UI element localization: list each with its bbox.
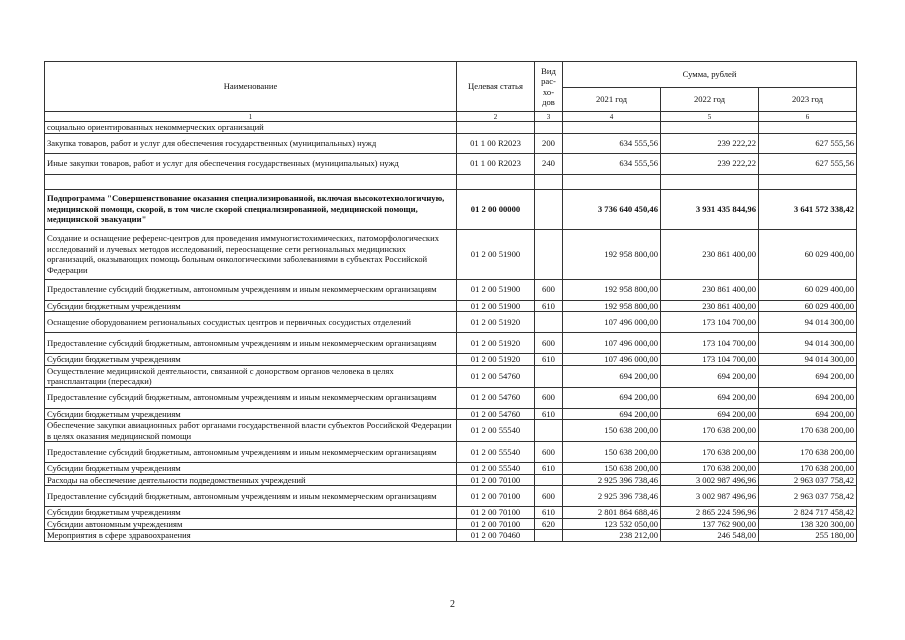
row-sum-2021-cell: 107 496 000,00 <box>563 333 661 354</box>
row-sum-2021-cell: 238 212,00 <box>563 530 661 542</box>
header-expense-kind: Вид рас-хо-дов <box>535 62 563 112</box>
table-row <box>45 442 857 463</box>
table-row <box>45 229 857 279</box>
row-name-cell: Осуществление медицинской деятельности, связанной с донорством органов человека в целях трансплантации (пересадки) <box>45 365 457 387</box>
row-target-code-cell: 01 2 00 51900 <box>457 300 535 312</box>
row-sum-2022-cell: 246 548,00 <box>661 530 759 542</box>
table-row <box>45 365 857 387</box>
row-sum-2021-cell: 694 200,00 <box>563 387 661 408</box>
row-target-code-cell: 01 2 00 55540 <box>457 463 535 475</box>
row-sum-2023-cell: 3 641 572 338,42 <box>759 189 857 229</box>
row-sum-2023-cell: 2 963 037 758,42 <box>759 474 857 486</box>
header-name: Наименование <box>45 62 457 112</box>
row-sum-2022-cell <box>661 174 759 189</box>
table-row <box>45 518 857 530</box>
row-expense-kind-cell: 600 <box>535 486 563 507</box>
page-number: 2 <box>450 599 455 610</box>
row-sum-2021-cell: 3 736 640 450,46 <box>563 189 661 229</box>
row-sum-2023-cell: 627 555,56 <box>759 133 857 153</box>
column-number: 4 <box>563 112 661 122</box>
row-sum-2021-cell: 634 555,56 <box>563 153 661 174</box>
row-target-code-cell: 01 2 00 55540 <box>457 442 535 463</box>
row-name-cell: Предоставление субсидий бюджетным, автономным учреждениям и иным некоммерческим организациям <box>45 333 457 354</box>
row-expense-kind-cell: 600 <box>535 387 563 408</box>
row-target-code-cell: 01 2 00 51920 <box>457 333 535 354</box>
row-name-cell: Предоставление субсидий бюджетным, автономным учреждениям и иным некоммерческим организациям <box>45 279 457 300</box>
column-number: 6 <box>759 112 857 122</box>
row-sum-2021-cell: 694 200,00 <box>563 365 661 387</box>
row-name-cell: Субсидии бюджетным учреждениям <box>45 408 457 420</box>
row-sum-2022-cell: 230 861 400,00 <box>661 229 759 279</box>
row-sum-2022-cell: 170 638 200,00 <box>661 420 759 442</box>
table-row <box>45 507 857 519</box>
row-target-code-cell: 01 2 00 51920 <box>457 312 535 333</box>
row-expense-kind-cell <box>535 312 563 333</box>
column-number: 1 <box>45 112 457 122</box>
row-expense-kind-cell: 610 <box>535 463 563 475</box>
table-row <box>45 279 857 300</box>
row-name-cell: Оснащение оборудованием региональных сосудистых центров и первичных сосудистых отделений <box>45 312 457 333</box>
row-sum-2021-cell: 2 925 396 738,46 <box>563 474 661 486</box>
table-row <box>45 153 857 174</box>
row-sum-2021-cell: 150 638 200,00 <box>563 463 661 475</box>
table-body <box>45 122 857 542</box>
row-sum-2023-cell: 94 014 300,00 <box>759 333 857 354</box>
row-sum-2021-cell: 192 958 800,00 <box>563 300 661 312</box>
table-row <box>45 189 857 229</box>
row-expense-kind-cell <box>535 122 563 134</box>
header-year-2021: 2021 год <box>563 88 661 112</box>
row-sum-2022-cell: 230 861 400,00 <box>661 300 759 312</box>
row-target-code-cell: 01 2 00 54760 <box>457 408 535 420</box>
row-target-code-cell: 01 2 00 51900 <box>457 229 535 279</box>
header-year-2022: 2022 год <box>661 88 759 112</box>
row-sum-2021-cell: 150 638 200,00 <box>563 442 661 463</box>
row-sum-2023-cell: 170 638 200,00 <box>759 420 857 442</box>
row-sum-2021-cell: 2 801 864 688,46 <box>563 507 661 519</box>
row-name-cell: Субсидии автономным учреждениям <box>45 518 457 530</box>
row-expense-kind-cell <box>535 474 563 486</box>
row-name-cell: Мероприятия в сфере здравоохранения <box>45 530 457 542</box>
row-expense-kind-cell: 600 <box>535 442 563 463</box>
row-target-code-cell: 01 1 00 R2023 <box>457 133 535 153</box>
row-sum-2023-cell: 694 200,00 <box>759 387 857 408</box>
row-sum-2023-cell: 255 180,00 <box>759 530 857 542</box>
row-sum-2022-cell: 173 104 700,00 <box>661 312 759 333</box>
row-expense-kind-cell: 610 <box>535 408 563 420</box>
row-target-code-cell: 01 2 00 55540 <box>457 420 535 442</box>
row-sum-2023-cell: 694 200,00 <box>759 365 857 387</box>
row-name-cell: Подпрограмма "Совершенствование оказания специализированной, включая высокотехнологичную, медицинской помощи, скорой, в том числе скорой специализированной, медицинской помощи, медицинской эвакуации" <box>45 189 457 229</box>
row-sum-2023-cell: 138 320 300,00 <box>759 518 857 530</box>
header-year-2023: 2023 год <box>759 88 857 112</box>
row-sum-2022-cell: 173 104 700,00 <box>661 333 759 354</box>
table-row <box>45 463 857 475</box>
row-expense-kind-cell <box>535 530 563 542</box>
row-expense-kind-cell <box>535 420 563 442</box>
row-sum-2021-cell: 107 496 000,00 <box>563 354 661 366</box>
table-row <box>45 420 857 442</box>
row-name-cell: Субсидии бюджетным учреждениям <box>45 354 457 366</box>
row-name-cell: Субсидии бюджетным учреждениям <box>45 300 457 312</box>
row-sum-2023-cell <box>759 174 857 189</box>
row-expense-kind-cell <box>535 189 563 229</box>
row-name-cell: социально ориентированных некоммерческих организаций <box>45 122 457 134</box>
table-row <box>45 408 857 420</box>
row-target-code-cell: 01 2 00 00000 <box>457 189 535 229</box>
row-expense-kind-cell: 240 <box>535 153 563 174</box>
row-expense-kind-cell: 600 <box>535 333 563 354</box>
row-sum-2023-cell: 94 014 300,00 <box>759 312 857 333</box>
row-sum-2021-cell: 694 200,00 <box>563 408 661 420</box>
row-expense-kind-cell: 620 <box>535 518 563 530</box>
row-sum-2021-cell: 2 925 396 738,46 <box>563 486 661 507</box>
row-name-cell <box>45 174 457 189</box>
row-sum-2023-cell: 170 638 200,00 <box>759 442 857 463</box>
row-sum-2022-cell: 3 002 987 496,96 <box>661 486 759 507</box>
row-sum-2022-cell: 173 104 700,00 <box>661 354 759 366</box>
row-name-cell: Предоставление субсидий бюджетным, автономным учреждениям и иным некоммерческим организациям <box>45 442 457 463</box>
row-expense-kind-cell: 610 <box>535 507 563 519</box>
row-target-code-cell: 01 2 00 54760 <box>457 365 535 387</box>
row-target-code-cell <box>457 174 535 189</box>
row-expense-kind-cell <box>535 174 563 189</box>
row-sum-2023-cell: 60 029 400,00 <box>759 279 857 300</box>
row-sum-2022-cell: 239 222,22 <box>661 153 759 174</box>
row-name-cell: Иные закупки товаров, работ и услуг для обеспечения государственных (муниципальных) нужд <box>45 153 457 174</box>
row-sum-2021-cell: 634 555,56 <box>563 133 661 153</box>
row-sum-2022-cell <box>661 122 759 134</box>
row-sum-2022-cell: 239 222,22 <box>661 133 759 153</box>
table-row <box>45 174 857 189</box>
table-row <box>45 133 857 153</box>
row-name-cell: Расходы на обеспечение деятельности подведомственных учреждений <box>45 474 457 486</box>
row-sum-2022-cell: 2 865 224 596,96 <box>661 507 759 519</box>
row-sum-2023-cell: 60 029 400,00 <box>759 229 857 279</box>
row-expense-kind-cell: 200 <box>535 133 563 153</box>
row-target-code-cell: 01 1 00 R2023 <box>457 153 535 174</box>
column-number: 5 <box>661 112 759 122</box>
row-sum-2023-cell: 170 638 200,00 <box>759 463 857 475</box>
header-sum: Сумма, рублей <box>563 62 857 88</box>
table-row <box>45 312 857 333</box>
row-target-code-cell <box>457 122 535 134</box>
row-target-code-cell: 01 2 00 70100 <box>457 507 535 519</box>
row-name-cell: Обеспечение закупки авиационных работ органами государственной власти субъектов Российской Федерации в целях оказания медицинской помощи <box>45 420 457 442</box>
row-sum-2022-cell: 3 002 987 496,96 <box>661 474 759 486</box>
row-name-cell: Субсидии бюджетным учреждениям <box>45 507 457 519</box>
row-expense-kind-cell: 600 <box>535 279 563 300</box>
row-name-cell: Предоставление субсидий бюджетным, автономным учреждениям и иным некоммерческим организациям <box>45 387 457 408</box>
row-sum-2022-cell: 694 200,00 <box>661 408 759 420</box>
row-name-cell: Предоставление субсидий бюджетным, автономным учреждениям и иным некоммерческим организациям <box>45 486 457 507</box>
row-sum-2023-cell: 627 555,56 <box>759 153 857 174</box>
row-target-code-cell: 01 2 00 70460 <box>457 530 535 542</box>
row-sum-2023-cell <box>759 122 857 134</box>
table-row <box>45 530 857 542</box>
row-sum-2022-cell: 694 200,00 <box>661 365 759 387</box>
row-sum-2021-cell: 192 958 800,00 <box>563 229 661 279</box>
table-row <box>45 387 857 408</box>
row-name-cell: Создание и оснащение референс-центров для проведения иммуногистохимических, патоморфологических исследований и лучевых методов исследований, переоснащение сети региональных медицинских организаций, оказывающих помощь больным онкологическими заболеваниями в субъектах Российской Федерации <box>45 229 457 279</box>
row-target-code-cell: 01 2 00 70100 <box>457 518 535 530</box>
row-sum-2021-cell <box>563 122 661 134</box>
row-sum-2021-cell <box>563 174 661 189</box>
row-sum-2023-cell: 60 029 400,00 <box>759 300 857 312</box>
row-sum-2022-cell: 3 931 435 844,96 <box>661 189 759 229</box>
row-sum-2021-cell: 123 532 050,00 <box>563 518 661 530</box>
row-sum-2021-cell: 107 496 000,00 <box>563 312 661 333</box>
table-row <box>45 474 857 486</box>
row-sum-2022-cell: 170 638 200,00 <box>661 463 759 475</box>
row-target-code-cell: 01 2 00 70100 <box>457 474 535 486</box>
row-target-code-cell: 01 2 00 54760 <box>457 387 535 408</box>
row-name-cell: Закупка товаров, работ и услуг для обеспечения государственных (муниципальных) нужд <box>45 133 457 153</box>
column-number: 2 <box>457 112 535 122</box>
row-sum-2023-cell: 2 963 037 758,42 <box>759 486 857 507</box>
row-expense-kind-cell: 610 <box>535 354 563 366</box>
row-expense-kind-cell <box>535 229 563 279</box>
row-sum-2022-cell: 694 200,00 <box>661 387 759 408</box>
row-sum-2021-cell: 192 958 800,00 <box>563 279 661 300</box>
row-sum-2023-cell: 694 200,00 <box>759 408 857 420</box>
row-sum-2021-cell: 150 638 200,00 <box>563 420 661 442</box>
column-number: 3 <box>535 112 563 122</box>
row-expense-kind-cell <box>535 365 563 387</box>
row-target-code-cell: 01 2 00 51900 <box>457 279 535 300</box>
table-row <box>45 486 857 507</box>
header-target-article: Целевая статья <box>457 62 535 112</box>
table-row <box>45 122 857 134</box>
row-target-code-cell: 01 2 00 70100 <box>457 486 535 507</box>
budget-table <box>44 61 857 542</box>
table-row <box>45 333 857 354</box>
row-name-cell: Субсидии бюджетным учреждениям <box>45 463 457 475</box>
row-sum-2022-cell: 230 861 400,00 <box>661 279 759 300</box>
table-row <box>45 354 857 366</box>
row-expense-kind-cell: 610 <box>535 300 563 312</box>
row-sum-2023-cell: 2 824 717 458,42 <box>759 507 857 519</box>
row-sum-2023-cell: 94 014 300,00 <box>759 354 857 366</box>
row-sum-2022-cell: 170 638 200,00 <box>661 442 759 463</box>
row-target-code-cell: 01 2 00 51920 <box>457 354 535 366</box>
table-row <box>45 300 857 312</box>
row-sum-2022-cell: 137 762 900,00 <box>661 518 759 530</box>
